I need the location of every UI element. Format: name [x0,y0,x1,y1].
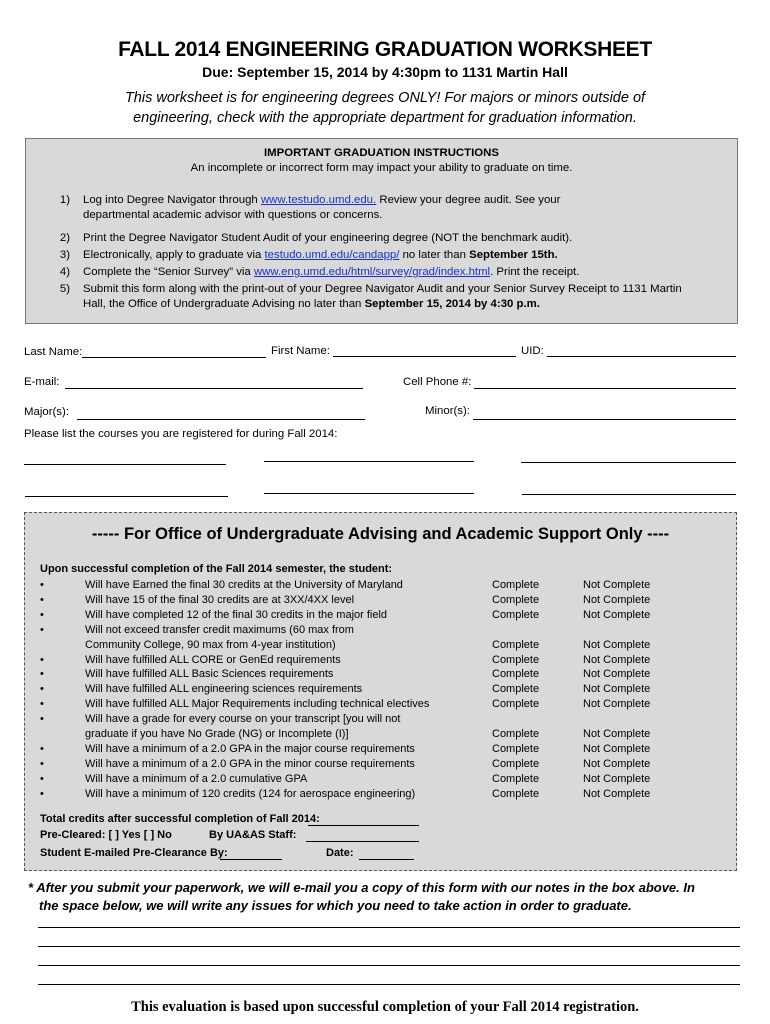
courses-prompt: Please list the courses you are registered for during Fall 2014: [24,428,338,440]
instructions-box [25,138,738,324]
step-text: Submit this form along with the print-out of your Degree Navigator Audit and your Senior Survey Receipt to 1131 Martin [83,283,682,295]
complete-option[interactable]: Complete [492,698,540,711]
step-text: . Print the receipt. [490,266,580,278]
last-name-label: Last Name: [24,346,83,358]
step-text: Print the Degree Navigator Student Audit of your engineering degree (NOT the benchmark audit). [83,232,573,244]
note-line-2: the space below, we will write any issues for which you need to take action in order to graduate. [39,898,632,913]
criteria-row [25,653,736,668]
footer-statement: This evaluation is based upon successful completion of your Fall 2014 registration. [131,999,639,1015]
bullet-icon: • [40,713,44,726]
bullet-icon: • [40,698,44,711]
criteria-text: Will have a minimum of 120 credits (124 for aerospace engineering) [85,787,416,800]
course-field[interactable] [25,496,228,497]
step-text: Review your degree audit. See your [376,194,561,206]
step-text: no later than [399,249,470,261]
complete-option[interactable]: Complete [492,638,540,651]
due-date: Due: September 15, 2014 by 4:30pm to 1131 Martin Hall [202,64,568,80]
criteria-row [25,578,736,593]
step-text: departmental academic advisor with questions or concerns. [83,209,383,221]
by-staff-label: By UA&AS Staff: [209,829,297,841]
criteria-text: Will have fulfilled ALL CORE or GenEd requirements [85,653,341,666]
not-complete-option[interactable]: Not Complete [583,787,651,800]
complete-option[interactable]: Complete [492,742,540,755]
emailed-field[interactable] [220,859,282,860]
not-complete-option[interactable]: Not Complete [583,757,651,770]
criteria-row [25,742,736,757]
staff-field[interactable] [306,841,419,842]
instructions-heading: IMPORTANT GRADUATION INSTRUCTIONS [264,147,499,159]
office-title: ----- For Office of Undergraduate Advising and Academic Support Only ---- [91,525,670,543]
not-complete-option[interactable]: Not Complete [583,608,651,621]
precleared-label: Pre-Cleared: [ ] Yes [ ] No [40,829,172,841]
complete-option[interactable]: Complete [492,593,540,606]
criteria-row [25,772,736,787]
total-credits-label: Total credits after successful completion of Fall 2014: [40,813,320,825]
bullet-icon: • [40,668,44,681]
course-field[interactable] [264,461,474,462]
criteria-text: Will have a minimum of a 2.0 GPA in the major course requirements [85,742,415,755]
not-complete-option[interactable]: Not Complete [583,668,651,681]
criteria-text-continued: Community College, 90 max from 4-year institution) [85,638,336,651]
bullet-icon: • [40,623,44,636]
complete-option[interactable]: Complete [492,787,540,800]
not-complete-option[interactable]: Not Complete [583,653,651,666]
bullet-icon: • [40,608,44,621]
not-complete-option[interactable]: Not Complete [583,772,651,785]
not-complete-option[interactable]: Not Complete [583,683,651,696]
criteria-row [25,787,736,802]
criteria-row [25,712,736,741]
criteria-text: Will not exceed transfer credit maximums (60 max from [85,623,354,636]
bullet-icon: • [40,757,44,770]
uid-label: UID: [521,345,544,357]
criteria-row [25,593,736,608]
course-field[interactable] [264,493,474,494]
complete-option[interactable]: Complete [492,579,540,591]
step-deadline: September 15th. [469,249,558,261]
criteria-text: Will have a grade for every course on your transcript [you will not [85,713,401,726]
step-text: Electronically, apply to graduate via [83,249,265,261]
not-complete-option[interactable]: Not Complete [583,742,651,755]
survey-link[interactable]: www.eng.umd.edu/html/survey/grad/index.html [253,266,491,278]
complete-option[interactable]: Complete [492,653,540,666]
step-number: 2) [59,232,70,244]
criteria-row [25,667,736,682]
complete-option[interactable]: Complete [492,757,540,770]
cell-phone-label: Cell Phone #: [403,376,472,388]
bullet-icon: • [40,683,44,696]
step-number: 4) [59,266,70,278]
date-label: Date: [326,847,354,859]
total-credits-field[interactable] [308,825,419,826]
action-note [28,879,748,915]
complete-option[interactable]: Complete [492,728,540,741]
not-complete-option[interactable]: Not Complete [583,638,651,651]
step-number: 5) [59,283,70,295]
criteria-text: Will have fulfilled ALL Major Requirements including technical electives [85,698,430,711]
minors-field[interactable] [473,419,736,420]
criteria-text: Will have fulfilled ALL engineering sciences requirements [85,683,363,696]
step-text: Complete the “Senior Survey” via [83,266,254,278]
notes-line[interactable] [38,965,740,966]
bullet-icon: • [40,593,44,606]
criteria-text: Will have Earned the final 30 credits at the University of Maryland [85,579,403,591]
emailed-label: Student E-mailed Pre-Clearance By: [40,847,228,859]
majors-field[interactable] [77,419,365,420]
not-complete-option[interactable]: Not Complete [583,698,651,711]
uid-field[interactable] [547,356,736,357]
bullet-icon: • [40,653,44,666]
not-complete-option[interactable]: Not Complete [583,593,651,606]
step-text: Hall, the Office of Undergraduate Advising no later than [83,298,365,310]
first-name-label: First Name: [271,345,330,357]
office-intro: Upon successful completion of the Fall 2014 semester, the student: [40,563,393,575]
notes-line[interactable] [38,946,740,947]
course-field[interactable] [24,464,226,465]
course-field[interactable] [521,462,736,463]
last-name-field[interactable] [82,357,266,358]
testudo-link[interactable]: www.testudo.umd.edu. [260,194,377,206]
intro-line-2: engineering, check with the appropriate department for graduation information. [133,110,637,126]
bullet-icon: • [40,579,44,591]
majors-label: Major(s): [24,406,69,418]
complete-option[interactable]: Complete [492,772,540,785]
email-label: E-mail: [24,376,60,388]
complete-option[interactable]: Complete [492,683,540,696]
step-number: 1) [59,194,70,206]
page-title: FALL 2014 ENGINEERING GRADUATION WORKSHEET [118,38,652,61]
criteria-text: Will have a minimum of a 2.0 cumulative GPA [85,772,308,785]
criteria-text: Will have 15 of the final 30 credits are at 3XX/4XX level [85,593,355,606]
criteria-row [25,697,736,712]
criteria-text: Will have a minimum of a 2.0 GPA in the minor course requirements [85,757,415,770]
criteria-row [25,757,736,772]
note-line-1: * After you submit your paperwork, we will e-mail you a copy of this form with our notes in the box above. In [28,880,695,895]
course-field[interactable] [522,494,736,495]
intro-line-1: This worksheet is for engineering degrees ONLY! For majors or minors outside of [124,90,646,106]
office-use-box [24,512,737,871]
notes-line[interactable] [38,927,740,928]
criteria-text: Will have fulfilled ALL Basic Sciences requirements [85,668,334,681]
instructions-subheading: An incomplete or incorrect form may impact your ability to graduate on time. [190,162,573,174]
bullet-icon: • [40,787,44,800]
bullet-icon: • [40,772,44,785]
complete-option[interactable]: Complete [492,668,540,681]
date-field[interactable] [359,859,414,860]
criteria-text-continued: graduate if you have No Grade (NG) or Incomplete (I)] [85,728,349,741]
criteria-row [25,623,736,651]
notes-line[interactable] [38,984,740,985]
criteria-row [25,608,736,623]
minors-label: Minor(s): [425,405,470,417]
bullet-icon: • [40,742,44,755]
not-complete-option[interactable]: Not Complete [583,579,651,591]
step-number: 3) [59,249,70,261]
intro-text [90,88,680,128]
criteria-text: Will have completed 12 of the final 30 credits in the major field [85,608,388,621]
cell-phone-field[interactable] [474,388,736,389]
step-text: Log into Degree Navigator through [83,194,261,206]
complete-option[interactable]: Complete [492,608,540,621]
email-field[interactable] [65,388,363,389]
step-deadline: September 15, 2014 by 4:30 p.m. [364,298,540,310]
first-name-field[interactable] [333,356,516,357]
not-complete-option[interactable]: Not Complete [583,728,651,741]
candapp-link[interactable]: testudo.umd.edu/candapp/ [264,249,400,261]
criteria-row [25,682,736,697]
